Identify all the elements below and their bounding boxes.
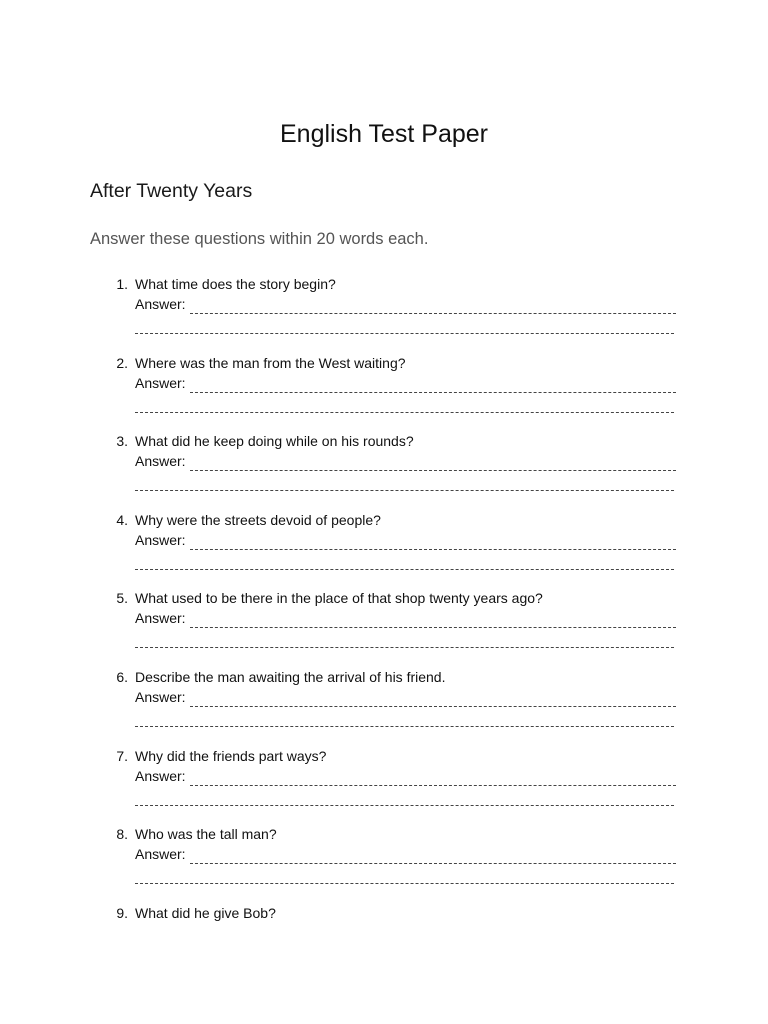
question-text: Why were the streets devoid of people? [135, 511, 381, 528]
question-text: What used to be there in the place of that shop twenty years ago? [135, 590, 543, 607]
answer-blank-line [190, 535, 676, 550]
question-item [0, 354, 768, 433]
answer-label: Answer: [135, 296, 186, 312]
section-title: After Twenty Years [90, 180, 253, 202]
question-item [0, 275, 768, 354]
question-item [0, 825, 768, 904]
answer-blank-line [135, 791, 674, 806]
answer-blank-line [135, 633, 674, 648]
question-item [0, 904, 768, 983]
answer-blank-line [190, 378, 676, 393]
question-item [0, 668, 768, 747]
question-text: What did he give Bob? [135, 904, 276, 921]
answer-row [135, 767, 676, 786]
answer-blank-line [135, 712, 674, 727]
answer-label: Answer: [135, 688, 186, 705]
answer-blank-line [135, 398, 674, 413]
answer-label: Answer: [135, 846, 186, 863]
question-number: 6. [116, 668, 128, 685]
answer-blank-line [190, 849, 676, 864]
answer-blank-line [135, 869, 674, 884]
answer-blank-line [190, 771, 676, 786]
question-item [0, 511, 768, 590]
answer-row [135, 531, 676, 550]
answer-label: Answer: [135, 610, 186, 627]
answer-blank-line [190, 299, 676, 314]
question-number: 4. [116, 511, 128, 528]
question-number: 2. [116, 354, 128, 371]
question-item [0, 747, 768, 826]
answer-blank-line [190, 456, 676, 471]
question-text: Where was the man from the West waiting? [135, 354, 406, 371]
question-text: Why did the friends part ways? [135, 747, 327, 764]
answer-label: Answer: [135, 453, 186, 470]
answer-label: Answer: [135, 531, 186, 548]
answer-row [135, 688, 676, 707]
question-number: 9. [116, 904, 128, 921]
question-item [0, 432, 768, 511]
answer-blank-line [190, 613, 676, 628]
question-number: 1. [116, 276, 128, 292]
answer-label: Answer: [135, 767, 186, 784]
answer-label: Answer: [135, 374, 186, 391]
answer-blank-line [135, 319, 674, 334]
answer-row [135, 845, 676, 864]
answer-blank-line [190, 692, 676, 707]
question-list [0, 275, 768, 982]
answer-blank-line [135, 476, 674, 491]
question-item [0, 589, 768, 668]
answer-row [135, 609, 676, 628]
question-text: Describe the man awaiting the arrival of his friend. [135, 668, 446, 685]
question-text: What time does the story begin? [135, 276, 336, 292]
instructions-text: Answer these questions within 20 words each. [90, 230, 429, 248]
answer-row [135, 452, 676, 471]
question-text: Who was the tall man? [135, 826, 277, 843]
page-title: English Test Paper [280, 120, 488, 148]
question-number: 7. [116, 747, 128, 764]
answer-row [135, 374, 676, 393]
question-number: 8. [116, 826, 128, 843]
question-number: 3. [116, 433, 128, 450]
answer-blank-line [135, 555, 674, 570]
question-number: 5. [116, 590, 128, 607]
question-text: What did he keep doing while on his rounds? [135, 433, 414, 450]
answer-row [135, 295, 676, 314]
